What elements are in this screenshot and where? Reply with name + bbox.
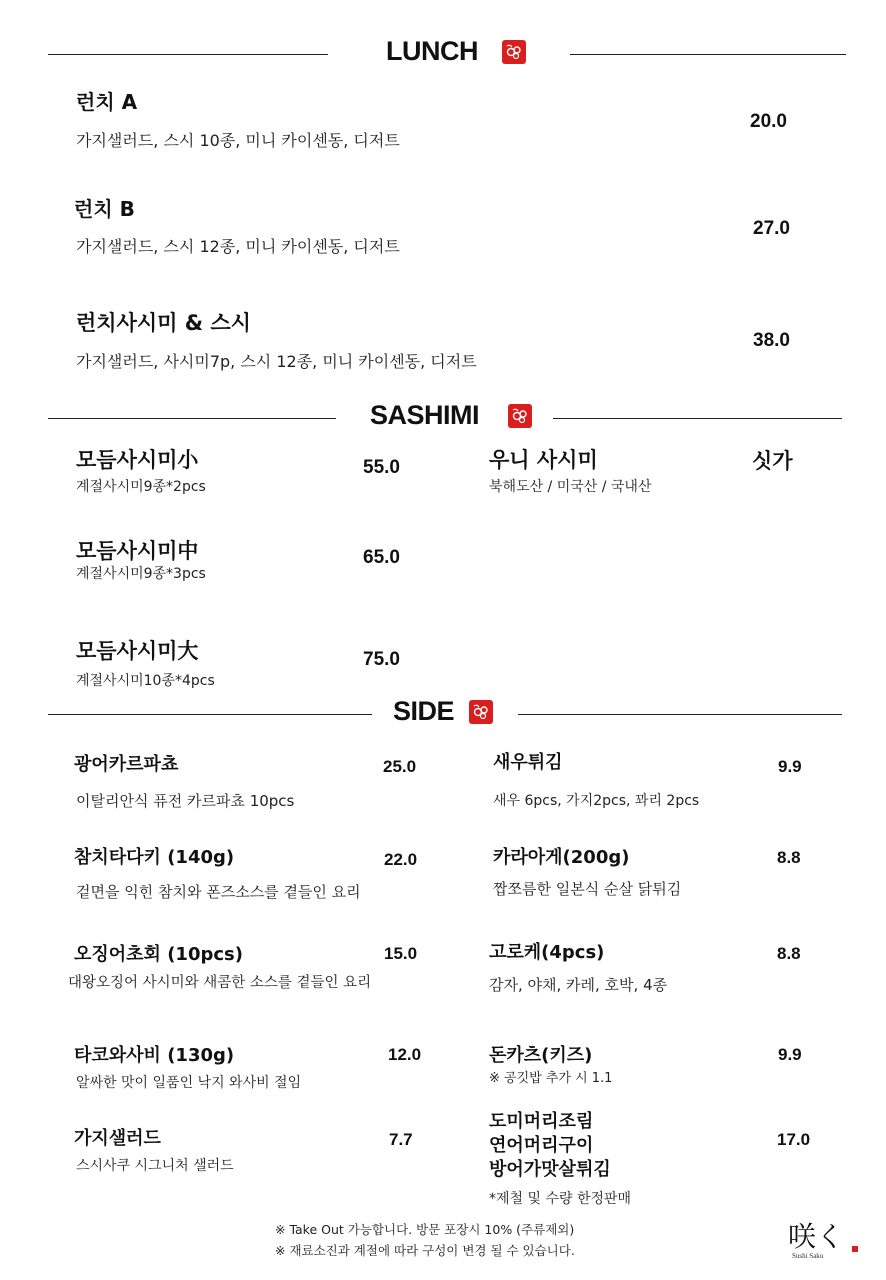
lunch-item-name: 런치 A (76, 90, 138, 114)
side-item-price: 8.8 (777, 848, 801, 867)
sashimi-section-title: SASHIMI (370, 400, 480, 430)
side-rule-left (48, 714, 372, 715)
side-item-name: 도미머리조림 (489, 1111, 594, 1132)
lunch-item-price: 20.0 (750, 111, 787, 132)
side-item-name: 고로케(4pcs) (489, 942, 605, 963)
lunch-item-price: 27.0 (753, 218, 790, 239)
side-item-name: 타코와사비 (130g) (74, 1045, 235, 1066)
footer-note: ※ 재료소진과 계절에 따라 구성이 변경 될 수 있습니다. (275, 1243, 575, 1258)
side-item-name: 새우튀김 (493, 752, 563, 773)
side-item-price: 17.0 (777, 1130, 811, 1149)
sashimi-rule-left (48, 418, 336, 419)
brand-logo-subtext: Sushi Saku (792, 1252, 824, 1260)
sashimi-item-price: 55.0 (363, 457, 400, 478)
lunch-item-desc: 가지샐러드, 사시미7p, 스시 12종, 미니 카이센동, 디저트 (76, 352, 477, 371)
side-item-desc: 이탈리안식 퓨전 카르파쵸 10pcs (76, 792, 295, 810)
seal-stamp-icon (469, 700, 493, 724)
side-item-price: 12.0 (388, 1045, 422, 1064)
side-item-price: 15.0 (384, 944, 418, 963)
side-item-name: 광어카르파쵸 (74, 754, 179, 775)
sashimi-item-name: 우니 사시미 (489, 448, 598, 472)
lunch-item-desc: 가지샐러드, 스시 10종, 미니 카이센동, 디저트 (76, 131, 400, 150)
sashimi-item-desc: 계절사시미9종*2pcs (76, 479, 206, 495)
side-item-desc: 알싸한 맛이 일품인 낙지 와사비 절임 (76, 1075, 302, 1091)
lunch-item-name: 런치 B (74, 197, 135, 221)
side-item-price: 8.8 (777, 944, 801, 963)
brand-logo-text: 咲く (788, 1220, 845, 1253)
lunch-item-price: 38.0 (753, 330, 790, 351)
brand-logo (788, 1222, 858, 1270)
side-item-name: 가지샐러드 (74, 1128, 161, 1149)
seal-stamp-icon (508, 404, 532, 428)
side-item-price: 25.0 (383, 757, 417, 776)
side-item-name: 카라아게(200g) (493, 847, 630, 868)
lunch-rule-right (570, 54, 846, 55)
sashimi-item-desc: 계절사시미9종*3pcs (76, 566, 206, 582)
side-section-title: SIDE (393, 696, 455, 726)
lunch-section-title: LUNCH (386, 36, 478, 66)
side-item-price: 9.9 (778, 1045, 802, 1064)
sashimi-item-desc: 계절사시미10종*4pcs (76, 673, 215, 689)
sashimi-item-name: 모듬사시미大 (76, 639, 199, 663)
side-item-desc: 새우 6pcs, 가지2pcs, 꽈리 2pcs (493, 793, 700, 809)
side-item-price: 7.7 (389, 1130, 413, 1149)
sashimi-item-name: 모듬사시미中 (76, 539, 199, 563)
seal-stamp-icon (502, 40, 526, 64)
side-item-desc: 겉면을 익힌 참치와 폰즈소스를 곁들인 요리 (76, 883, 361, 901)
side-item-desc: ※ 공깃밥 추가 시 1.1 (489, 1071, 613, 1086)
side-item-price: 22.0 (384, 850, 418, 869)
side-item-desc: 짭쪼름한 일본식 순살 닭튀김 (493, 880, 682, 898)
lunch-item-name: 런치사시미 & 스시 (76, 311, 251, 335)
sashimi-item-desc: 북해도산 / 미국산 / 국내산 (489, 479, 652, 495)
sashimi-item-price: 싯가 (752, 449, 793, 473)
sashimi-item-name: 모듬사시미小 (76, 448, 199, 472)
side-item-name: 참치타다키 (140g) (74, 847, 235, 868)
side-item-name: 오징어초회 (10pcs) (74, 944, 243, 965)
side-item-name: 돈카츠(키즈) (489, 1045, 593, 1066)
side-item-desc: *제철 및 수량 한정판매 (489, 1191, 632, 1207)
side-item-desc: 대왕오징어 사시미와 새콤한 소스를 곁들인 요리 (68, 975, 372, 991)
logo-seal-icon (852, 1246, 858, 1252)
footer-note: ※ Take Out 가능합니다. 방문 포장시 10% (주류제외) (275, 1222, 575, 1237)
side-item-price: 9.9 (778, 757, 802, 776)
side-item-desc: 스시사쿠 시그니처 샐러드 (76, 1158, 234, 1174)
sashimi-item-price: 75.0 (363, 649, 400, 670)
side-item-desc: 감자, 야채, 카레, 호박, 4종 (489, 976, 668, 994)
side-rule-right (518, 714, 842, 715)
lunch-rule-left (48, 54, 328, 55)
sashimi-item-price: 65.0 (363, 547, 400, 568)
side-item-name: 연어머리구이 (489, 1135, 594, 1156)
side-item-name: 방어가맛살튀김 (489, 1159, 611, 1180)
lunch-item-desc: 가지샐러드, 스시 12종, 미니 카이센동, 디저트 (76, 237, 400, 256)
sashimi-rule-right (553, 418, 842, 419)
